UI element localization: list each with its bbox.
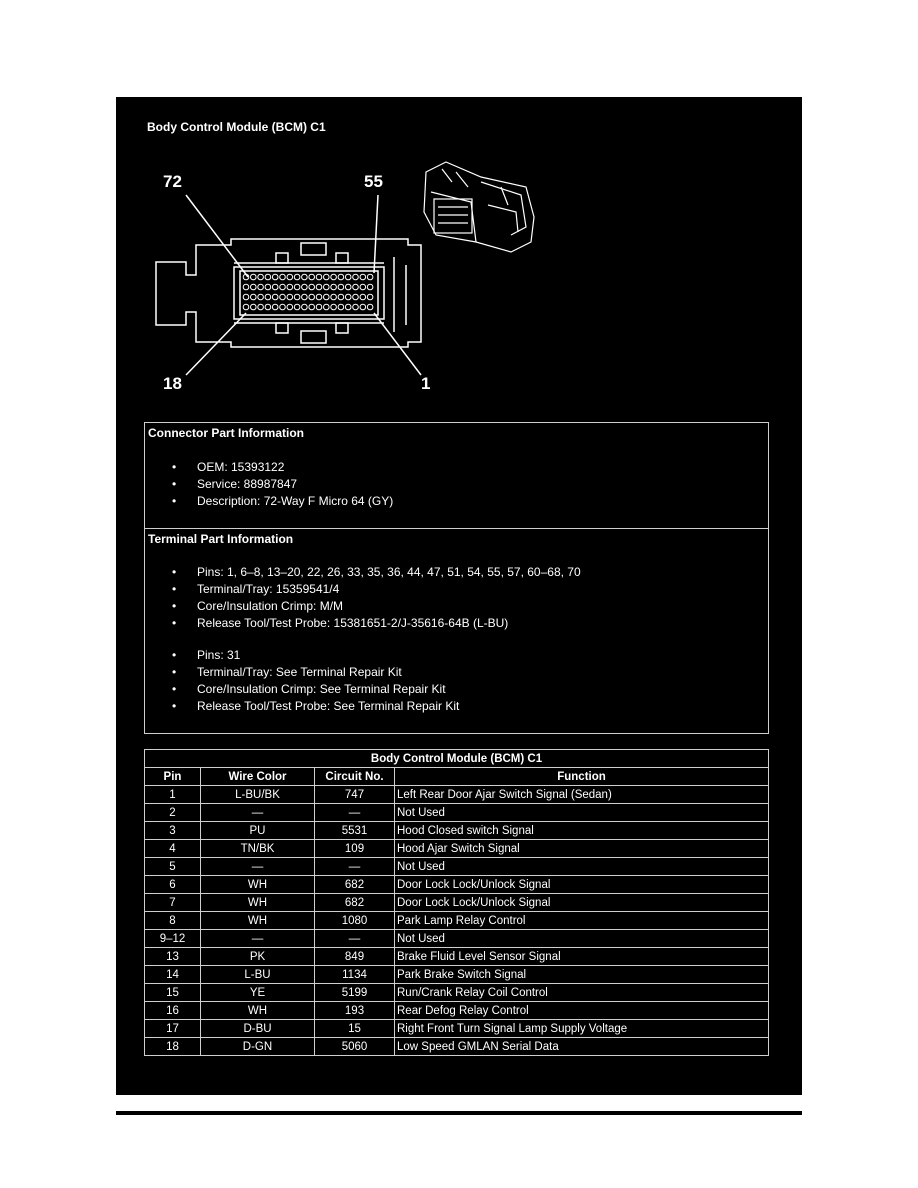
pin-cavity — [309, 274, 315, 280]
connector-face-diagram — [116, 157, 546, 407]
pin-cavity — [294, 284, 300, 290]
pin-cavity — [316, 304, 322, 310]
list-item: • Release Tool/Test Probe: 15381651-2/J-35616-64B (L-BU) — [172, 615, 581, 632]
list-item: • Core/Insulation Crimp: See Terminal Repair Kit — [172, 681, 459, 698]
pin-cavity — [272, 294, 278, 300]
wire-color-cell: WH — [201, 912, 315, 930]
circuit-no-cell: 15 — [315, 1020, 395, 1038]
pin-cavity — [338, 274, 344, 280]
pin-table-title: Body Control Module (BCM) C1 — [145, 750, 769, 768]
pin-cavity — [251, 294, 257, 300]
list-item: • Description: 72-Way F Micro 64 (GY) — [172, 493, 393, 510]
pin-cavity — [272, 274, 278, 280]
circuit-no-cell: — — [315, 930, 395, 948]
table-row — [145, 912, 769, 930]
circuit-no-cell: 1134 — [315, 966, 395, 984]
list-item: • Pins: 1, 6–8, 13–20, 22, 26, 33, 35, 36, 44, 47, 51, 54, 55, 57, 60–68, 70 — [172, 564, 581, 581]
table-row — [145, 804, 769, 822]
table-row — [145, 840, 769, 858]
table-row — [145, 786, 769, 804]
list-item: • Terminal/Tray: 15359541/4 — [172, 581, 581, 598]
pin-cavity — [280, 274, 286, 280]
circuit-no-cell: 747 — [315, 786, 395, 804]
pin-cavity — [258, 294, 264, 300]
list-item: • Core/Insulation Crimp: M/M — [172, 598, 581, 615]
pin-cavity — [302, 274, 308, 280]
pin-cavity — [309, 284, 315, 290]
wire-color-cell: — — [201, 930, 315, 948]
table-row — [145, 822, 769, 840]
circuit-no-cell: 5199 — [315, 984, 395, 1002]
function-cell: Rear Defog Relay Control — [395, 1002, 769, 1020]
terminal-part-info-box — [144, 528, 769, 734]
pin-cell: 16 — [145, 1002, 201, 1020]
function-cell: Right Front Turn Signal Lamp Supply Voltage — [395, 1020, 769, 1038]
pin-table-body — [145, 786, 769, 1056]
pin-cavity — [294, 304, 300, 310]
column-header-pin: Pin — [145, 768, 201, 786]
list-item: • Pins: 31 — [172, 647, 459, 664]
pin-cell: 6 — [145, 876, 201, 894]
circuit-no-cell: 682 — [315, 894, 395, 912]
pin-cavity — [353, 304, 359, 310]
function-cell: Run/Crank Relay Coil Control — [395, 984, 769, 1002]
function-cell: Door Lock Lock/Unlock Signal — [395, 894, 769, 912]
pin-cavity — [324, 294, 330, 300]
pin-cavity — [302, 294, 308, 300]
table-row — [145, 1002, 769, 1020]
terminal-group-1-list — [172, 564, 581, 632]
pin-cavity — [353, 294, 359, 300]
list-item: • Release Tool/Test Probe: See Terminal Repair Kit — [172, 698, 459, 715]
pin-cell: 5 — [145, 858, 201, 876]
pin-cell: 13 — [145, 948, 201, 966]
pin-cavity — [287, 284, 293, 290]
table-row — [145, 984, 769, 1002]
circuit-no-cell: 849 — [315, 948, 395, 966]
pin-cavity — [360, 274, 366, 280]
wire-color-cell: PK — [201, 948, 315, 966]
column-header-wire-color: Wire Color — [201, 768, 315, 786]
pin-cell: 15 — [145, 984, 201, 1002]
pin-table-container — [144, 749, 769, 1075]
wire-color-cell: PU — [201, 822, 315, 840]
table-row — [145, 930, 769, 948]
pin-cavity — [287, 274, 293, 280]
pin-cavity — [360, 304, 366, 310]
pin-cell: 2 — [145, 804, 201, 822]
pin-cavity — [280, 294, 286, 300]
function-cell: Not Used — [395, 930, 769, 948]
document-title: Body Control Module (BCM) C1 — [147, 120, 326, 134]
pin-cavity — [287, 304, 293, 310]
wire-color-cell: TN/BK — [201, 840, 315, 858]
wire-color-cell: L-BU/BK — [201, 786, 315, 804]
pin-cavity — [324, 274, 330, 280]
pin-cavity — [324, 304, 330, 310]
pin-cavity — [331, 274, 337, 280]
pin-cavity — [251, 274, 257, 280]
circuit-no-cell: — — [315, 804, 395, 822]
pin-cavity — [360, 284, 366, 290]
circuit-no-cell: 193 — [315, 1002, 395, 1020]
pin-cell: 4 — [145, 840, 201, 858]
pin-cell: 7 — [145, 894, 201, 912]
pin-cavity — [324, 284, 330, 290]
pin-cavity — [265, 304, 271, 310]
list-item: • OEM: 15393122 — [172, 459, 393, 476]
wire-color-cell: — — [201, 804, 315, 822]
callout-72: 72 — [163, 172, 182, 191]
function-cell: Not Used — [395, 858, 769, 876]
function-cell: Low Speed GMLAN Serial Data — [395, 1038, 769, 1056]
function-cell: Hood Ajar Switch Signal — [395, 840, 769, 858]
pin-cavity — [280, 304, 286, 310]
connector-part-info-list — [172, 459, 393, 510]
pin-cavity — [367, 284, 373, 290]
pin-cavity — [294, 294, 300, 300]
pin-cavity — [316, 274, 322, 280]
pin-cavity — [367, 274, 373, 280]
pin-cavity — [251, 304, 257, 310]
pin-cavity — [243, 294, 249, 300]
wire-color-cell: WH — [201, 876, 315, 894]
pin-cavity — [316, 294, 322, 300]
pin-cavity — [265, 274, 271, 280]
pin-cavity — [353, 274, 359, 280]
function-cell: Park Brake Switch Signal — [395, 966, 769, 984]
table-row — [145, 858, 769, 876]
pin-cell: 3 — [145, 822, 201, 840]
pin-cavity — [338, 294, 344, 300]
pin-cavity — [331, 294, 337, 300]
callout-55: 55 — [364, 172, 383, 191]
pin-cavity — [280, 284, 286, 290]
table-row — [145, 1038, 769, 1056]
pin-cell: 9–12 — [145, 930, 201, 948]
pin-cavity — [331, 284, 337, 290]
pin-cavity — [258, 284, 264, 290]
pin-table — [144, 749, 769, 1056]
column-header-function: Function — [395, 768, 769, 786]
function-cell: Hood Closed switch Signal — [395, 822, 769, 840]
pin-cavity — [243, 284, 249, 290]
pin-cavity — [309, 304, 315, 310]
pin-cavity — [258, 304, 264, 310]
wire-color-cell: WH — [201, 1002, 315, 1020]
pin-cavity — [309, 294, 315, 300]
pin-cavity — [345, 304, 351, 310]
document-panel — [116, 97, 802, 1095]
pin-cavity — [265, 294, 271, 300]
pin-cavity — [287, 294, 293, 300]
terminal-part-info-title: Terminal Part Information — [148, 532, 294, 546]
table-row — [145, 1020, 769, 1038]
wire-color-cell: D-BU — [201, 1020, 315, 1038]
function-cell: Park Lamp Relay Control — [395, 912, 769, 930]
pin-cavity — [251, 284, 257, 290]
terminal-group-2-list — [172, 647, 459, 715]
pin-cell: 1 — [145, 786, 201, 804]
pin-cell: 8 — [145, 912, 201, 930]
pin-cavity — [367, 304, 373, 310]
pin-cavity — [345, 294, 351, 300]
pin-cell: 17 — [145, 1020, 201, 1038]
table-row — [145, 894, 769, 912]
pin-cavity — [265, 284, 271, 290]
circuit-no-cell: — — [315, 858, 395, 876]
pin-cavity — [353, 284, 359, 290]
table-row — [145, 948, 769, 966]
function-cell: Left Rear Door Ajar Switch Signal (Sedan) — [395, 786, 769, 804]
pin-cavity — [294, 274, 300, 280]
table-row — [145, 966, 769, 984]
pin-cell: 14 — [145, 966, 201, 984]
circuit-no-cell: 5531 — [315, 822, 395, 840]
pin-cavity — [367, 294, 373, 300]
circuit-no-cell: 109 — [315, 840, 395, 858]
function-cell: Not Used — [395, 804, 769, 822]
pin-cavity — [302, 284, 308, 290]
circuit-no-cell: 1080 — [315, 912, 395, 930]
footer-rule — [116, 1111, 802, 1115]
wire-color-cell: WH — [201, 894, 315, 912]
wire-color-cell: YE — [201, 984, 315, 1002]
pin-cell: 18 — [145, 1038, 201, 1056]
column-header-circuit-no: Circuit No. — [315, 768, 395, 786]
pin-cavity — [272, 284, 278, 290]
wire-color-cell: — — [201, 858, 315, 876]
wire-color-cell: L-BU — [201, 966, 315, 984]
pin-cavity — [331, 304, 337, 310]
table-row — [145, 876, 769, 894]
pin-cavity — [302, 304, 308, 310]
list-item: • Service: 88987847 — [172, 476, 393, 493]
pin-cavity — [316, 284, 322, 290]
wire-color-cell: D-GN — [201, 1038, 315, 1056]
circuit-no-cell: 682 — [315, 876, 395, 894]
callout-1: 1 — [421, 374, 431, 393]
pin-cavity — [345, 274, 351, 280]
pin-cavity — [243, 304, 249, 310]
pin-cavity — [272, 304, 278, 310]
connector-part-info-box — [144, 422, 769, 529]
pin-cavity — [258, 274, 264, 280]
callout-18: 18 — [163, 374, 182, 393]
pin-cavity — [345, 284, 351, 290]
function-cell: Door Lock Lock/Unlock Signal — [395, 876, 769, 894]
pin-cavity — [338, 304, 344, 310]
connector-part-info-title: Connector Part Information — [148, 426, 305, 440]
connector-isometric-illustration — [424, 162, 534, 252]
list-item: • Terminal/Tray: See Terminal Repair Kit — [172, 664, 459, 681]
circuit-no-cell: 5060 — [315, 1038, 395, 1056]
pin-cavity — [360, 294, 366, 300]
function-cell: Brake Fluid Level Sensor Signal — [395, 948, 769, 966]
pin-cavity — [338, 284, 344, 290]
